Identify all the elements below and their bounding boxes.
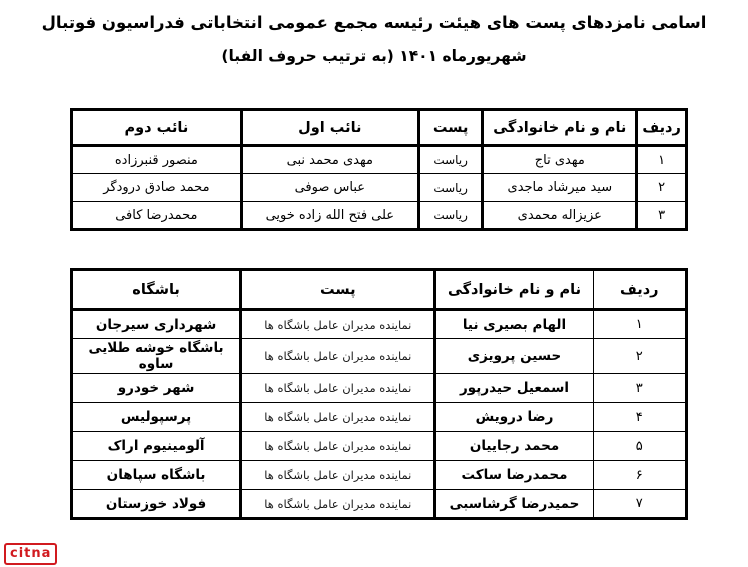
column-header: پست bbox=[241, 270, 435, 310]
table-row bbox=[72, 374, 687, 403]
table-cell: ۲ bbox=[637, 174, 687, 202]
column-header: ردیف bbox=[637, 110, 687, 146]
table-row bbox=[72, 310, 687, 339]
table-cell: مهدی تاج bbox=[483, 146, 637, 174]
table-row bbox=[72, 432, 687, 461]
table-cell: ۲ bbox=[593, 339, 686, 374]
table-cell: شهرداری سیرجان bbox=[72, 310, 241, 339]
table-cell: عزیزاله محمدی bbox=[483, 202, 637, 230]
column-header: پست bbox=[418, 110, 483, 146]
table-cell: ۵ bbox=[593, 432, 686, 461]
table-cell: محمدرضا کافی bbox=[72, 202, 242, 230]
table-cell: ۳ bbox=[593, 374, 686, 403]
table-row bbox=[72, 490, 687, 519]
table-cell: نماینده مدیران عامل باشگاه ها bbox=[241, 374, 435, 403]
table-cell: نماینده مدیران عامل باشگاه ها bbox=[241, 310, 435, 339]
table-cell: نماینده مدیران عامل باشگاه ها bbox=[241, 403, 435, 432]
table-cell: الهام بصیری نیا bbox=[435, 310, 593, 339]
column-header: نائب دوم bbox=[72, 110, 242, 146]
table-cell: ریاست bbox=[418, 202, 483, 230]
table-cell: اسمعیل حیدرپور bbox=[435, 374, 593, 403]
column-header: باشگاه bbox=[72, 270, 241, 310]
table-cell: شهر خودرو bbox=[72, 374, 241, 403]
table-cell: آلومینیوم اراک bbox=[72, 432, 241, 461]
table-cell: محمد صادق درودگر bbox=[72, 174, 242, 202]
document-header bbox=[0, 10, 748, 69]
table-cell: نماینده مدیران عامل باشگاه ها bbox=[241, 339, 435, 374]
table-row bbox=[72, 146, 687, 174]
table-cell: ۶ bbox=[593, 461, 686, 490]
table-cell: ریاست bbox=[418, 174, 483, 202]
table-row bbox=[72, 403, 687, 432]
table-row bbox=[72, 174, 687, 202]
table-cell: عباس صوفی bbox=[241, 174, 418, 202]
column-header: ردیف bbox=[593, 270, 686, 310]
page-title: اسامی نامزدهای پست های هیئت رئیسه مجمع عمومی انتخاباتی فدراسیون فوتبال bbox=[41, 13, 707, 32]
table-cell: نماینده مدیران عامل باشگاه ها bbox=[241, 490, 435, 519]
table-cell: پرسپولیس bbox=[72, 403, 241, 432]
table-cell: مهدی محمد نبی bbox=[241, 146, 418, 174]
club-representatives-table bbox=[70, 268, 688, 520]
presidium-candidates-table bbox=[70, 108, 688, 231]
table-cell: باشگاه خوشه طلایی ساوه bbox=[72, 339, 241, 374]
table-row bbox=[72, 339, 687, 374]
table-cell: ۳ bbox=[637, 202, 687, 230]
column-header: نام و نام خانوادگی bbox=[483, 110, 637, 146]
table-cell: فولاد خوزستان bbox=[72, 490, 241, 519]
table-cell: منصور قنبرزاده bbox=[72, 146, 242, 174]
table-cell: نماینده مدیران عامل باشگاه ها bbox=[241, 461, 435, 490]
page-subtitle: شهریورماه ۱۴۰۱ (به ترتیب حروف الفبا) bbox=[221, 47, 527, 65]
table-row bbox=[72, 461, 687, 490]
citna-logo: citna bbox=[4, 543, 57, 565]
table-cell: ۴ bbox=[593, 403, 686, 432]
table-cell: نماینده مدیران عامل باشگاه ها bbox=[241, 432, 435, 461]
table-header-row bbox=[72, 110, 687, 146]
table-cell: ۱ bbox=[593, 310, 686, 339]
table-cell: ۷ bbox=[593, 490, 686, 519]
table-cell: سید میرشاد ماجدی bbox=[483, 174, 637, 202]
table-cell: باشگاه سپاهان bbox=[72, 461, 241, 490]
table-row bbox=[72, 202, 687, 230]
table-cell: علی فتح الله زاده خویی bbox=[241, 202, 418, 230]
table-header-row bbox=[72, 270, 687, 310]
table-cell: رضا درویش bbox=[435, 403, 593, 432]
column-header: نائب اول bbox=[241, 110, 418, 146]
table-cell: ریاست bbox=[418, 146, 483, 174]
table-cell: محمد رجاییان bbox=[435, 432, 593, 461]
table-cell: حسین پرویزی bbox=[435, 339, 593, 374]
table-cell: محمدرضا ساکت bbox=[435, 461, 593, 490]
table-cell: حمیدرضا گرشاسبی bbox=[435, 490, 593, 519]
table-cell: ۱ bbox=[637, 146, 687, 174]
column-header: نام و نام خانوادگی bbox=[435, 270, 593, 310]
